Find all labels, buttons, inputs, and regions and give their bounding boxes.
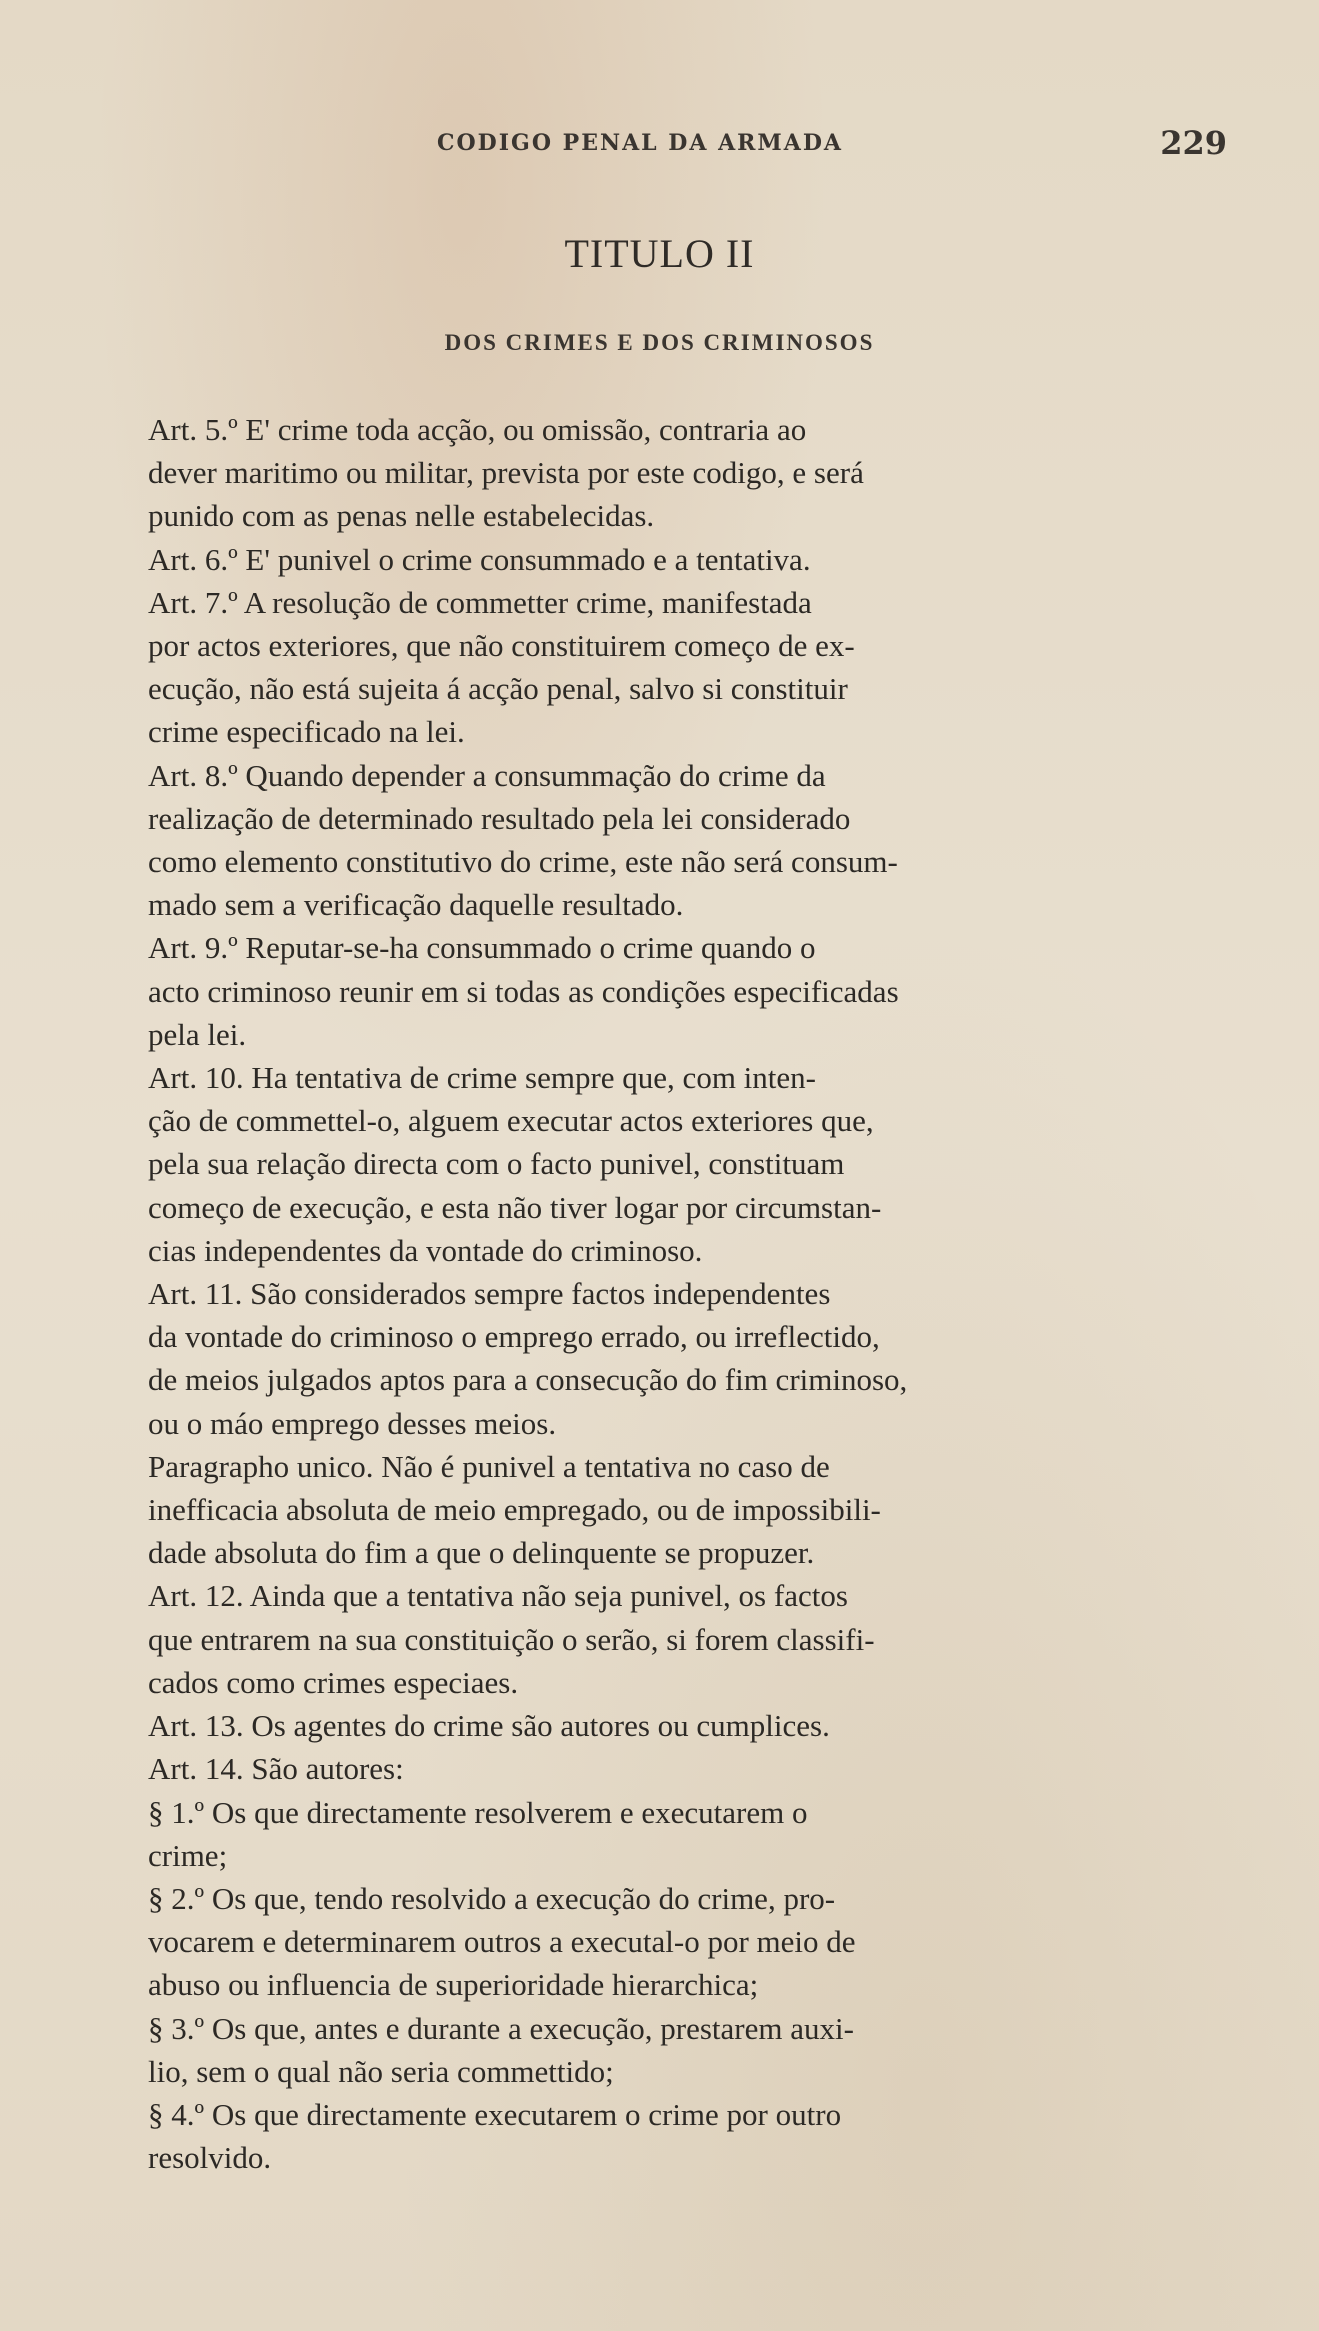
article-6: Art. 6.º E' punivel o crime consummado e a tentativa. xyxy=(148,541,811,577)
section-subtitle: DOS CRIMES E DOS CRIMINOSOS xyxy=(444,330,875,355)
article-14-section-3: § 3.º Os que, antes e durante a execução, prestarem auxi- lio, sem o qual não seria commettido; xyxy=(148,2010,854,2089)
paragrapho-unico: Paragrapho unico. Não é punivel a tentativa no caso de inefficacia absoluta de meio empregado, ou de impossibili- dade absoluta do fim a que o delinquente se propuzer. xyxy=(148,1448,881,1571)
article-14: Art. 14. São autores: xyxy=(148,1751,404,1787)
article-9: Art. 9.º Reputar-se-ha consummado o crime quando o acto criminoso reunir em si todas as condições especificadas pela lei. xyxy=(148,930,899,1052)
article-7: Art. 7.º A resolução de commetter crime, manifestada por actos exteriores, que não constituirem começo de ex- ecução, não está sujeita á acção penal, salvo si constituir crime especificado na lei. xyxy=(148,584,855,750)
article-10: Art. 10. Ha tentativa de crime sempre que, com inten- ção de commettel-o, alguem executar actos exteriores que, pela sua relação directa com o facto punivel, constituam começo de execução, e esta não tiver logar por circumstan- cias independentes da vontade do criminoso. xyxy=(148,1060,882,1268)
article-14-section-4: § 4.º Os que directamente executarem o crime por outro resolvido. xyxy=(148,2096,842,2176)
section-title: TITULO II xyxy=(564,231,755,276)
running-title: CODIGO PENAL DA ARMADA xyxy=(437,130,844,156)
body-text xyxy=(148,408,1220,2179)
article-5: Art. 5.º E' crime toda acção, ou omissão, contraria ao dever maritimo ou militar, prevista por este codigo, e será punido com as penas nelle estabelecidas. xyxy=(148,412,864,534)
page-number: 229 xyxy=(1160,124,1227,162)
article-14-section-2: § 2.º Os que, tendo resolvido a execução do crime, pro- vocarem e determinarem outros a executal-o por meio de abuso ou influencia de superioridade hierarchica; xyxy=(148,1880,856,2003)
running-head xyxy=(150,124,1239,170)
article-14-section-1: § 1.º Os que directamente resolverem e executarem o crime; xyxy=(148,1794,808,1873)
article-12: Art. 12. Ainda que a tentativa não seja punivel, os factos que entrarem na sua constituição o serão, si forem classifi- cados como crimes especiaes. xyxy=(148,1578,875,1700)
article-13: Art. 13. Os agentes do crime são autores ou cumplices. xyxy=(148,1708,830,1744)
article-11: Art. 11. São considerados sempre factos independentes da vontade do criminoso o emprego errado, ou irreflectido, de meios julgados aptos para a consecução do fim criminoso, ou o máo emprego desses meios. xyxy=(148,1276,908,1441)
article-8: Art. 8.º Quando depender a consummação do crime da realização de determinado resultado pela lei considerado como elemento constitutivo do crime, este não será consum- mado sem a verificação daquelle resultado. xyxy=(148,757,898,923)
